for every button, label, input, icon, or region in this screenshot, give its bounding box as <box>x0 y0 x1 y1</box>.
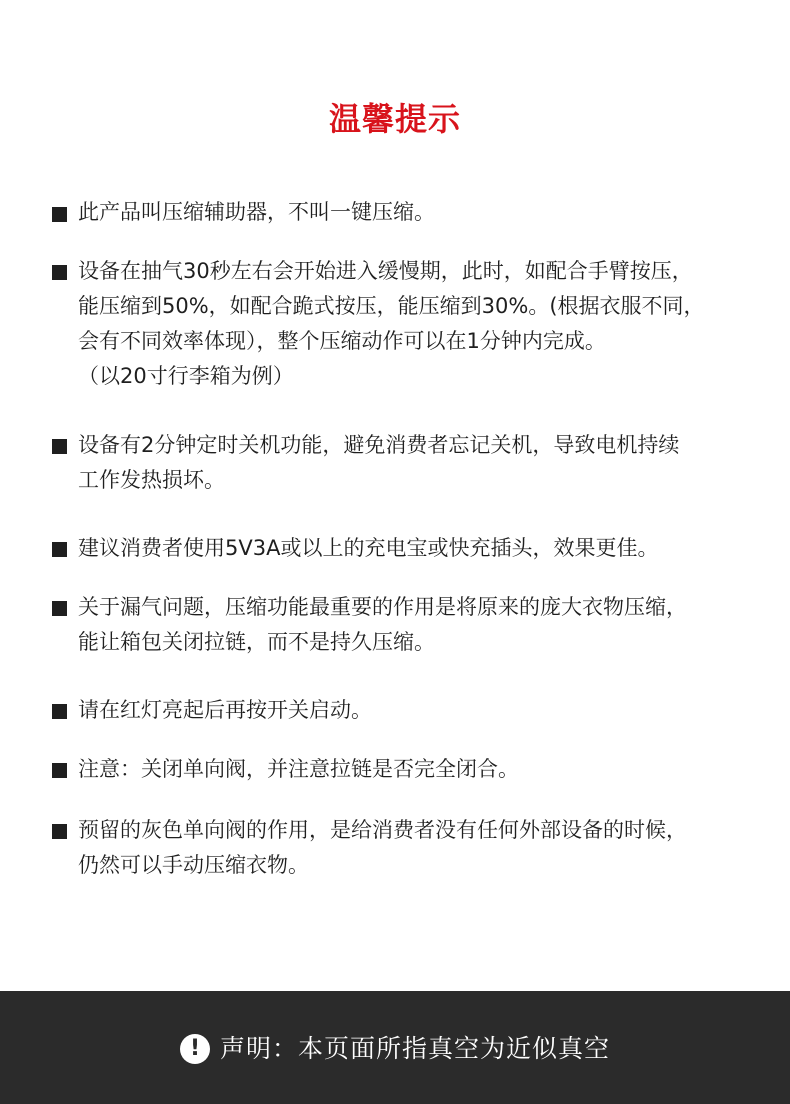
bullet-square-icon <box>52 439 67 454</box>
tip-text: 注意：关闭单向阀，并注意拉链是否完全闭合。 <box>78 757 519 781</box>
bullet-square-icon <box>52 763 67 778</box>
footer-banner <box>0 991 790 1104</box>
exclamation-circle-icon: ! <box>180 1034 210 1064</box>
disclaimer-notice <box>0 1029 790 1069</box>
tip-text: 预留的灰色单向阀的作用，是给消费者没有任何外部设备的时候， 仍然可以手动压缩衣物。 <box>78 818 687 877</box>
tip-text: 请在红灯亮起后再按开关启动。 <box>78 698 372 722</box>
bullet-square-icon <box>52 601 67 616</box>
tip-text: 设备在抽气30秒左右会开始进入缓慢期，此时，如配合手臂按压， 能压缩到50%，如配合跪式按压，能压缩到30%。(根据衣服不同， 会有不同效率体现），整个压缩动作可以在1分钟内完成。 （以20寸行李箱为例） <box>78 259 705 388</box>
bullet-square-icon <box>52 207 67 222</box>
tip-text: 此产品叫压缩辅助器，不叫一键压缩。 <box>78 200 435 224</box>
bullet-square-icon <box>52 542 67 557</box>
tip-text: 关于漏气问题，压缩功能最重要的作用是将原来的庞大衣物压缩， 能让箱包关闭拉链，而不是持久压缩。 <box>78 595 687 654</box>
bullet-square-icon <box>52 824 67 839</box>
bullet-square-icon <box>52 704 67 719</box>
tip-text: 建议消费者使用5V3A或以上的充电宝或快充插头，效果更佳。 <box>78 536 659 560</box>
bullet-square-icon <box>52 265 67 280</box>
tip-text: 设备有2分钟定时关机功能，避免消费者忘记关机，导致电机持续 工作发热损坏。 <box>78 433 680 492</box>
disclaimer-text: 声明：本页面所指真空为近似真空 <box>219 1034 610 1063</box>
page-title: 温馨提示 <box>328 100 461 138</box>
